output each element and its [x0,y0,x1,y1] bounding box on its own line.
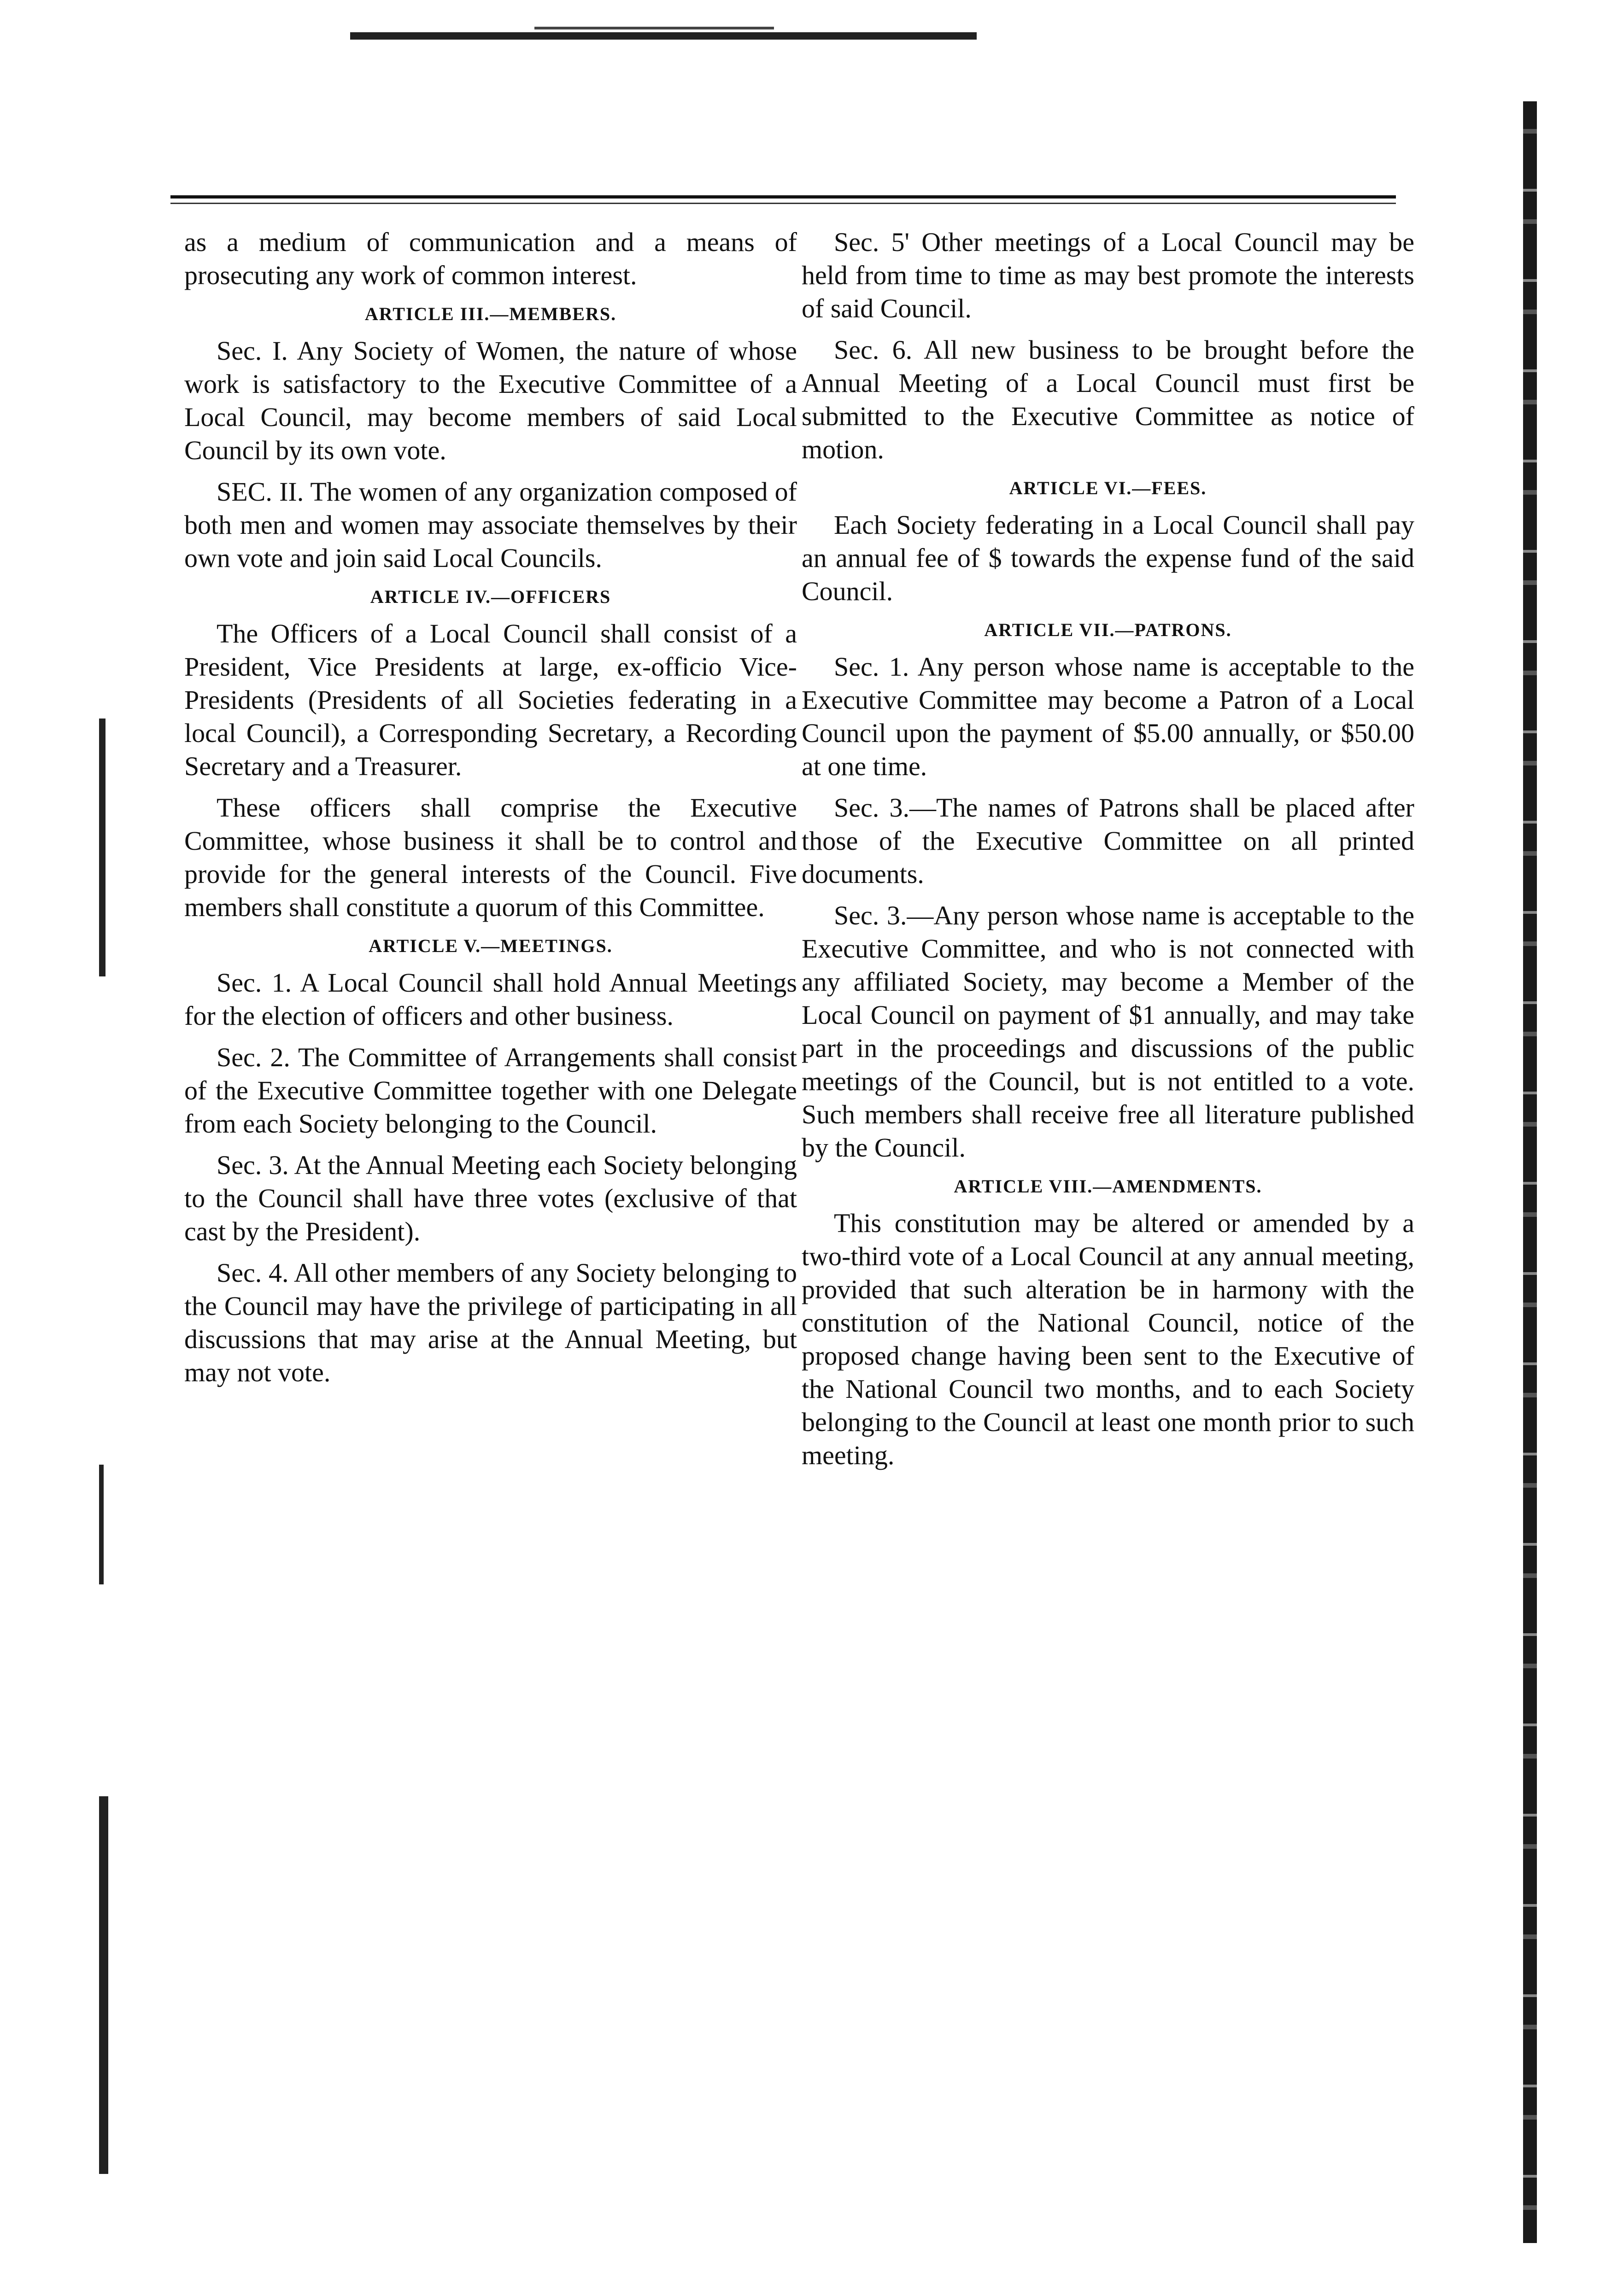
article-4-paragraph-1: The Officers of a Local Council shall consist of a President, Vice Presidents at large, ex-officio Vice-Presidents (Presidents of all Societies federating in a local Council), a Corresponding Secretary, a Recording Secretary and a Treasurer. [184,619,797,781]
article-5-sec-6: Sec. 6. All new business to be brought before the Annual Meeting of a Local Council must first be submitted to the Executive Committee as notice of motion. [802,335,1414,464]
scan-edge-left-upper [99,719,106,976]
article-5-sec-2: Sec. 2. The Committee of Arrangements shall consist of the Executive Committee together with one Delegate from each Society belonging to the Council. [184,1042,797,1139]
article-7-heading: ARTICLE VII.—PATRONS. [984,619,1232,640]
right-column [802,226,1414,1480]
scan-edge-right [1523,101,1537,2243]
header-rule-secondary [170,203,1396,204]
scan-edge-left-middle [99,1465,104,1584]
intro-paragraph: as a medium of communication and a means of prosecuting any work of common interest. [184,227,797,290]
article-5-sec-3: Sec. 3. At the Annual Meeting each Society belonging to the Council shall have three votes (exclusive of that cast by the President). [184,1150,797,1246]
article-8-paragraph: This constitution may be altered or amended by a two-third vote of a Local Council at any annual meeting, provided that such alteration be in harmony with the constitution of the National Council, notice of the proposed change having been sent to the Executive of the National Council two months, and to each Society belonging to the Council at least one month prior to such meeting. [802,1208,1414,1470]
article-7-sec-1: Sec. 1. Any person whose name is acceptable to the Executive Committee may become a Patron of a Local Council upon the payment of $5.00 annually, or $50.00 at one time. [802,652,1414,781]
article-3-heading: ARTICLE III.—MEMBERS. [364,304,617,324]
article-4-paragraph-2: These officers shall comprise the Executive Committee, whose business it shall be to control and provide for the general interests of the Council. Five members shall constitute a quorum of this Committee. [184,793,797,922]
article-6-heading: ARTICLE VI.—FEES. [1009,478,1207,498]
article-5-sec-5: Sec. 5' Other meetings of a Local Council may be held from time to time as may best promote the interests of said Council. [802,227,1414,323]
article-5-sec-1: Sec. 1. A Local Council shall hold Annual Meetings for the election of officers and other business. [184,968,797,1031]
header-rule [170,195,1396,199]
article-5-heading: ARTICLE V.—MEETINGS. [369,935,613,956]
article-7-sec-3a: Sec. 3.—The names of Patrons shall be placed after those of the Executive Committee on all printed documents. [802,793,1414,889]
article-7-sec-3b: Sec. 3.—Any person whose name is acceptable to the Executive Committee, and who is not connected with any affiliated Society, may become a Member of the Local Council on payment of $1 annually, and may take part in the proceedings and discussions of the public meetings of the Council, but is not entitled to a vote. Such members shall receive free all literature published by the Council. [802,900,1414,1163]
article-8-heading: ARTICLE VIII.—AMENDMENTS. [954,1176,1262,1197]
left-column [184,226,797,1397]
article-3-sec-2: SEC. II. The women of any organization composed of both men and women may associate themselves by their own vote and join said Local Councils. [184,477,797,573]
scan-edge-left-lower [99,1796,108,2174]
scan-artifact-top-thin [534,27,774,29]
scan-artifact-top [350,32,977,40]
article-4-heading: ARTICLE IV.—OFFICERS [370,586,611,607]
article-6-paragraph: Each Society federating in a Local Council shall pay an annual fee of $ towards the expense fund of the said Council. [802,510,1414,606]
article-3-sec-1: Sec. I. Any Society of Women, the nature of whose work is satisfactory to the Executive Committee of a Local Council, may become members of said Local Council by its own vote. [184,336,797,465]
article-5-sec-4: Sec. 4. All other members of any Society belonging to the Council may have the privilege of participating in all discussions that may arise at the Annual Meeting, but may not vote. [184,1258,797,1387]
